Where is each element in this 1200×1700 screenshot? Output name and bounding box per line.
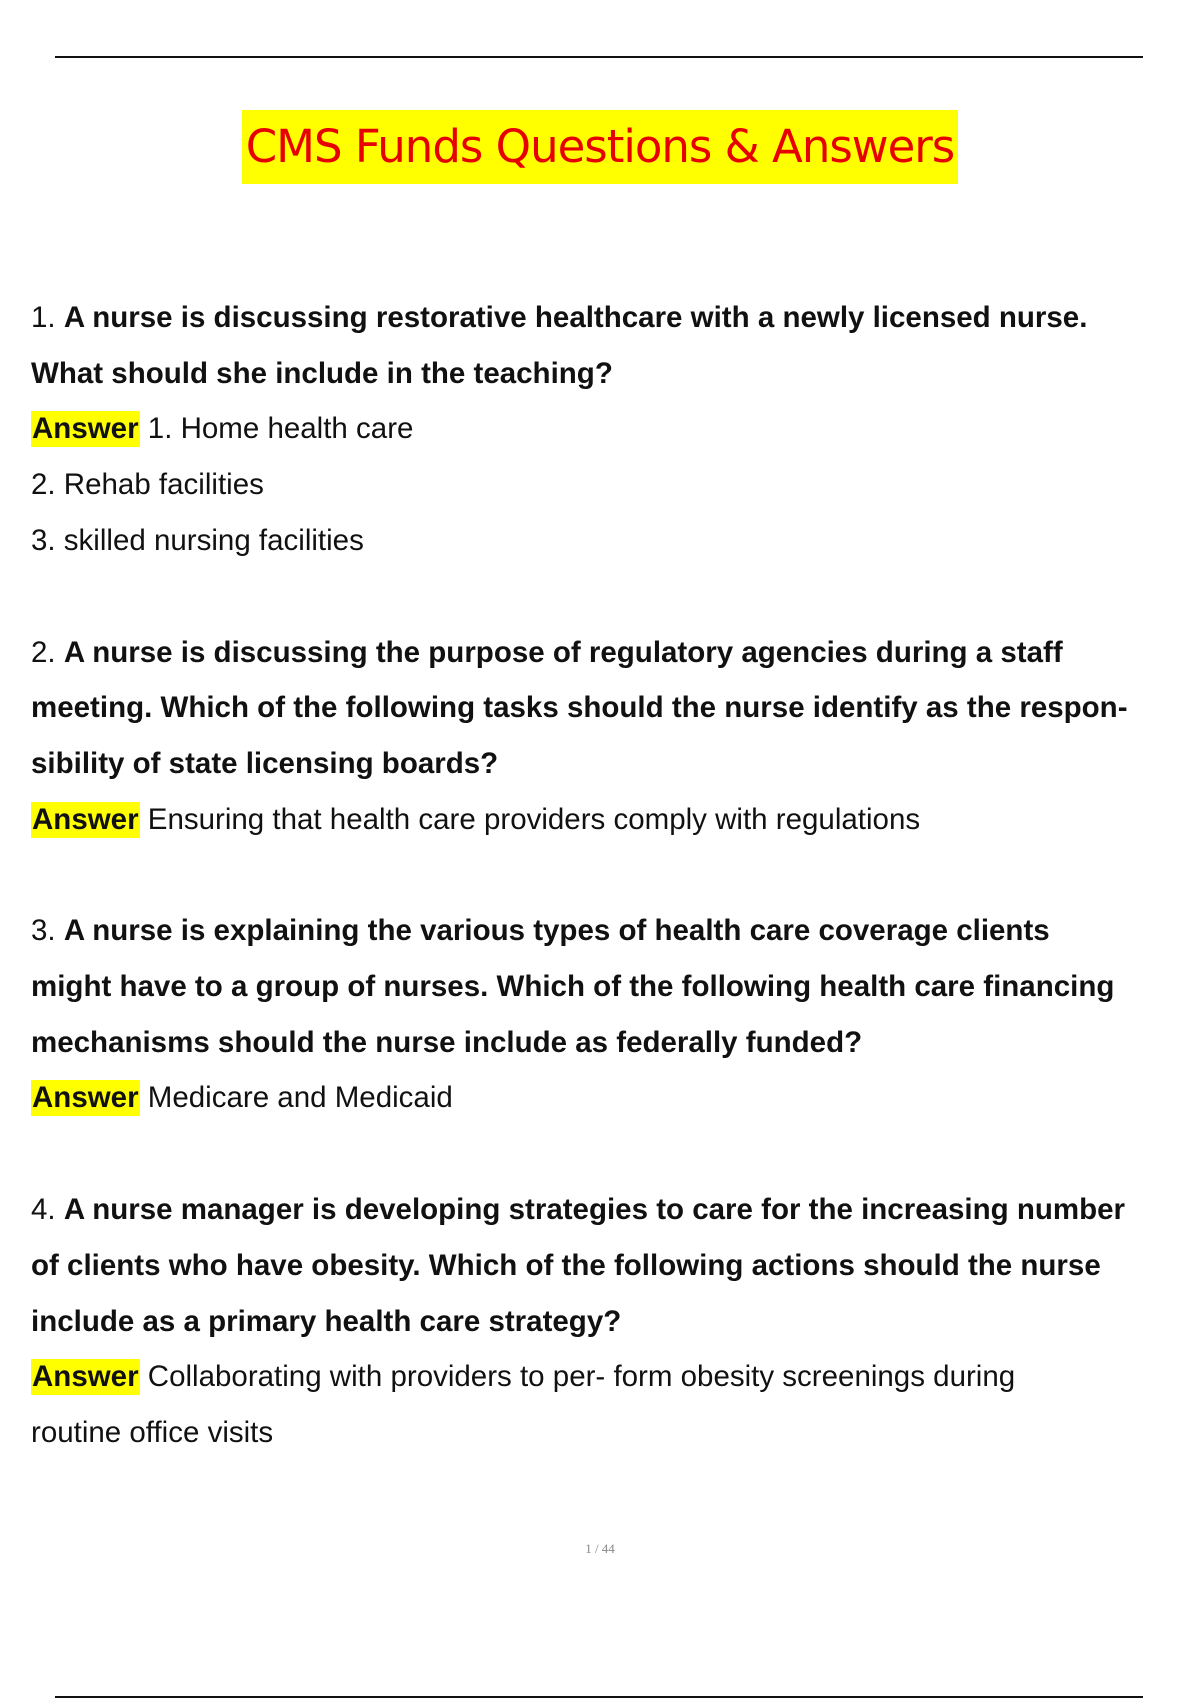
qa-item-3 — [31, 903, 1196, 1126]
question-text: of clients who have obesity. Which of the following actions should the nurse — [31, 1248, 1101, 1282]
question-text: sibility of state licensing boards? — [31, 746, 499, 780]
qa-item-4 — [31, 1182, 1196, 1461]
answer-text: Ensuring that health care providers comply with regulations — [147, 802, 921, 836]
question-number: 4. — [31, 1193, 56, 1227]
answer-label: Answer — [32, 412, 139, 446]
qa-item-2 — [31, 625, 1196, 848]
answer-text: 3. skilled nursing facilities — [31, 523, 364, 557]
answer-line — [31, 792, 1196, 848]
qa-item-1 — [31, 290, 1196, 569]
question-number: 3. — [31, 914, 56, 948]
answer-text: Collaborating with providers to per- form obesity screenings during — [147, 1360, 1016, 1394]
question-text: A nurse is explaining the various types of health care coverage clients — [63, 914, 1050, 948]
answer-line — [31, 401, 1196, 457]
top-rule — [55, 56, 1143, 58]
answer-line — [31, 1349, 1196, 1405]
question-text: A nurse is discussing the purpose of regulatory agencies during a staff — [63, 635, 1063, 669]
answer-text: 2. Rehab facilities — [31, 468, 264, 502]
question-number: 1. — [31, 301, 56, 334]
question-line — [31, 1182, 1196, 1238]
answer-text: routine office visits — [31, 1415, 274, 1449]
question-text: include as a primary health care strategy? — [31, 1304, 622, 1338]
question-text: What should she include in the teaching? — [31, 356, 613, 390]
answer-label: Answer — [32, 1081, 139, 1115]
question-number: 2. — [31, 635, 56, 669]
question-line — [31, 625, 1196, 681]
question-line — [31, 290, 1196, 346]
question-line — [31, 903, 1196, 959]
question-text: meeting. Which of the following tasks should the nurse identify as the respon- — [31, 691, 1128, 725]
question-text: A nurse manager is developing strategies to care for the increasing number — [63, 1193, 1126, 1227]
answer-text: 1. Home health care — [147, 412, 414, 446]
answer-line — [31, 1070, 1196, 1126]
qa-list — [31, 290, 1196, 1517]
answer-text: Medicare and Medicaid — [147, 1081, 453, 1115]
question-text: might have to a group of nurses. Which of the following health care financing — [31, 970, 1115, 1004]
question-text: A nurse is discussing restorative healthcare with a newly licensed nurse. — [63, 301, 1088, 334]
title-container — [0, 110, 1200, 184]
answer-label: Answer — [32, 802, 139, 836]
answer-label: Answer — [32, 1360, 139, 1394]
question-text: mechanisms should the nurse include as federally funded? — [31, 1025, 863, 1059]
page-number: 1 / 44 — [585, 1541, 615, 1556]
document-title: CMS Funds Questions & Answers — [242, 110, 959, 184]
bottom-rule — [55, 1696, 1143, 1698]
